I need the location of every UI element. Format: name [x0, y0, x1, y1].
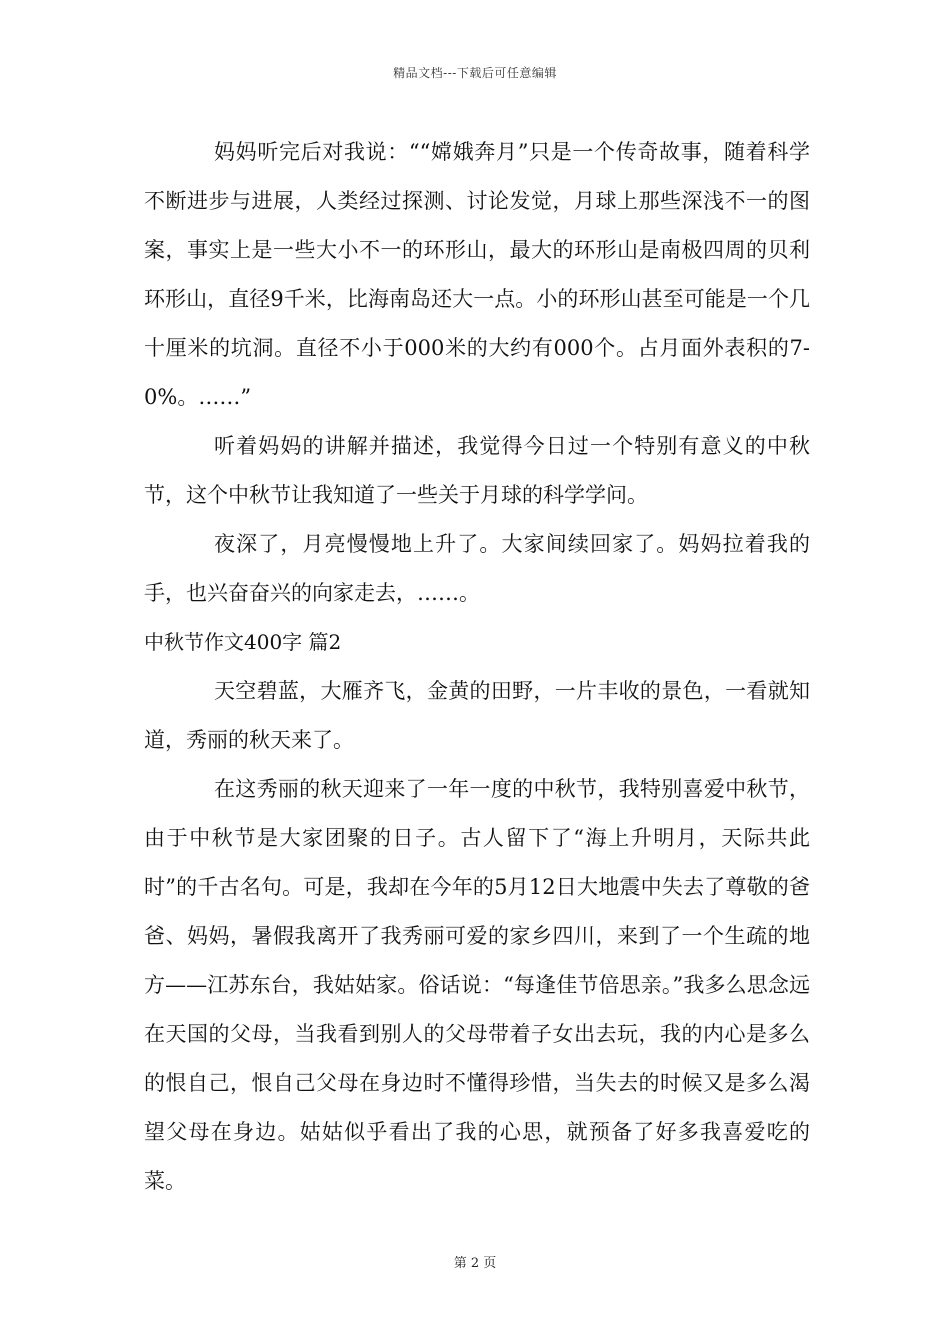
- page-header: 精品文档---下载后可任意编辑: [393, 66, 557, 80]
- section-heading: 中秋节作文400字 篇2: [144, 630, 342, 654]
- page-number: 第 2 页: [453, 1256, 497, 1271]
- paragraph: 妈妈听完后对我说：““嫦娥奔月”只是一个传奇故事，随着科学不断进步与进展，人类经过探测、讨论发觉，月球上那些深浅不一的图案，事实上是一些大小不一的环形山，最大的环形山是南极四周的贝利环形山，直径9千米，比海南岛还大一点。小的环形山甚至可能是一个几十厘米的坑洞。直径不小于000米的大约有000个。占月面外表积的7-0%。……”: [144, 140, 810, 409]
- paragraph: 在这秀丽的秋天迎来了一年一度的中秋节，我特别喜爱中秋节，由于中秋节是大家团聚的日子。古人留下了“海上升明月，天际共此时”的千古名句。可是，我却在今年的5月12日大地震中失去了尊敬的爸爸、妈妈，暑假我离开了我秀丽可爱的家乡四川，来到了一个生疏的地方——江苏东台，我姑姑家。俗话说：“每逢佳节倍思亲。”我多么思念远在天国的父母，当我看到别人的父母带着子女出去玩，我的内心是多么的恨自己，恨自己父母在身边时不懂得珍惜，当失去的时候又是多么渴望父母在身边。姑姑似乎看出了我的心思，就预备了好多我喜爱吃的菜。: [144, 777, 810, 1193]
- paragraph: 听着妈妈的讲解并描述，我觉得今日过一个特别有意义的中秋节，这个中秋节让我知道了一些关于月球的科学学问。: [144, 434, 810, 507]
- paragraph: 夜深了，月亮慢慢地上升了。大家间续回家了。妈妈拉着我的手，也兴奋奋兴的向家走去，……。: [144, 532, 810, 605]
- paragraph: 天空碧蓝，大雁齐飞，金黄的田野，一片丰收的景色，一看就知道，秀丽的秋天来了。: [144, 679, 810, 752]
- document-body: [144, 128, 810, 1206]
